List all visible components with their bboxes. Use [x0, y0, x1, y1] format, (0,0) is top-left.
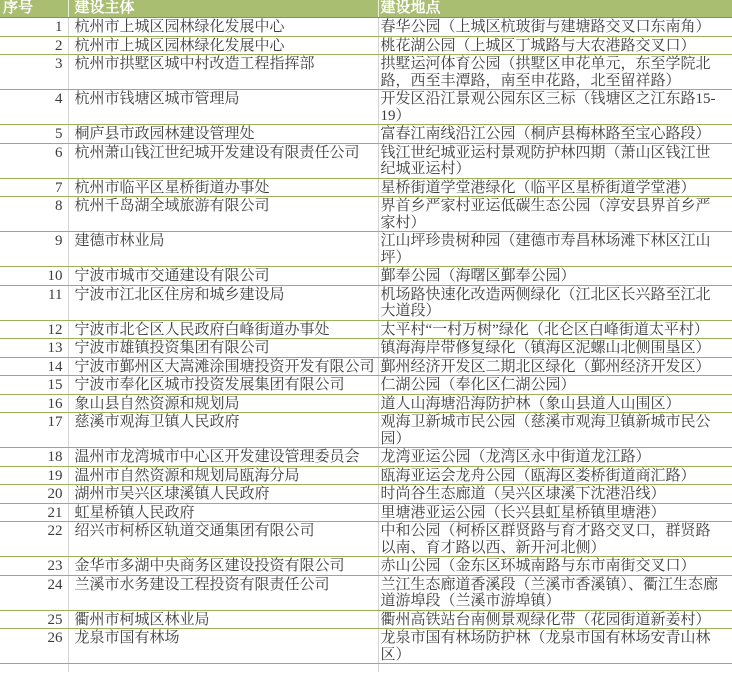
table-row [0, 232, 732, 267]
entity-cell[interactable]: 虹星桥镇人民政府 [68, 503, 378, 522]
row-number-cell[interactable]: 8 [0, 197, 68, 232]
table-row [0, 394, 732, 413]
row-number-cell[interactable]: 5 [0, 125, 68, 144]
entity-cell[interactable]: 杭州市临平区星桥街道办事处 [68, 178, 378, 197]
location-cell[interactable]: 中和公园（柯桥区群贤路与育才路交叉口，群贤路以南、育才路以西、新开河北侧） [378, 522, 732, 557]
entity-cell[interactable]: 杭州市钱塘区城市管理局 [68, 90, 378, 125]
row-number-cell[interactable]: 17 [0, 413, 68, 448]
entity-cell[interactable]: 杭州市上城区园林绿化发展中心 [68, 18, 378, 37]
table-row [0, 36, 732, 55]
table-row [0, 55, 732, 90]
location-cell[interactable]: 里塘港亚运公园（长兴县虹星桥镇里塘港） [378, 503, 732, 522]
row-number-cell[interactable]: 14 [0, 357, 68, 376]
location-cell[interactable]: 拱墅运河体育公园（拱墅区申花单元，东至学院北路，西至丰潭路，南至申花路，北至留祥路） [378, 55, 732, 90]
entity-cell[interactable]: 兰溪市水务建设工程投资有限责任公司 [68, 575, 378, 610]
row-number-cell[interactable]: 24 [0, 575, 68, 610]
entity-cell[interactable]: 杭州市上城区园林绿化发展中心 [68, 36, 378, 55]
entity-cell[interactable]: 宁波市北仑区人民政府白峰街道办事处 [68, 320, 378, 339]
empty-cell [378, 664, 732, 673]
location-cell[interactable]: 开发区沿江景观公园东区三标（钱塘区之江东路15-19） [378, 90, 732, 125]
entity-cell[interactable]: 杭州萧山钱江世纪城开发建设有限责任公司 [68, 143, 378, 178]
entity-cell[interactable]: 杭州千岛湖全域旅游有限公司 [68, 197, 378, 232]
header-row [0, 0, 732, 18]
location-cell[interactable]: 龙泉市国有林场防护林（龙泉市国有林场安青山林区） [378, 629, 732, 664]
entity-cell[interactable]: 绍兴市柯桥区轨道交通集团有限公司 [68, 522, 378, 557]
location-cell[interactable]: 富春江南线沿江公园（桐庐县梅林路至宝心路段） [378, 125, 732, 144]
table-row [0, 557, 732, 576]
location-cell[interactable]: 星桥街道学堂港绿化（临平区星桥街道学堂港） [378, 178, 732, 197]
table-row [0, 522, 732, 557]
location-cell[interactable]: 赤山公园（金东区环城南路与东市南街交叉口） [378, 557, 732, 576]
empty-cell [68, 664, 378, 673]
entity-cell[interactable]: 金华市多湖中央商务区建设投资有限公司 [68, 557, 378, 576]
location-cell[interactable]: 衢州高铁站台南侧景观绿化带（花园街道新姜村） [378, 610, 732, 629]
location-cell[interactable]: 时尚谷生态廊道（吴兴区埭溪下沈港沿线） [378, 485, 732, 504]
row-number-cell[interactable]: 19 [0, 466, 68, 485]
row-number-cell[interactable]: 16 [0, 394, 68, 413]
row-number-cell[interactable]: 13 [0, 339, 68, 358]
location-cell[interactable]: 鄞奉公园（海曙区鄞奉公园） [378, 267, 732, 286]
empty-partial-row [0, 664, 732, 673]
entity-cell[interactable]: 龙泉市国有林场 [68, 629, 378, 664]
header-cell-entity[interactable]: 建设主体 [68, 0, 378, 18]
location-cell[interactable]: 界首乡严家村亚运低碳生态公园（淳安县界首乡严家村） [378, 197, 732, 232]
row-number-cell[interactable]: 21 [0, 503, 68, 522]
table-row [0, 485, 732, 504]
entity-cell[interactable]: 温州市自然资源和规划局瓯海分局 [68, 466, 378, 485]
location-cell[interactable]: 桃花湖公园（上城区丁城路与大农港路交叉口） [378, 36, 732, 55]
table-row [0, 267, 732, 286]
row-number-cell[interactable]: 7 [0, 178, 68, 197]
location-cell[interactable]: 龙湾亚运公园（龙湾区永中街道龙江路） [378, 448, 732, 467]
location-cell[interactable]: 瓯海亚运会龙舟公园（瓯海区娄桥街道商汇路） [378, 466, 732, 485]
entity-cell[interactable]: 衢州市柯城区林业局 [68, 610, 378, 629]
row-number-cell[interactable]: 1 [0, 18, 68, 37]
entity-cell[interactable]: 建德市林业局 [68, 232, 378, 267]
table-row [0, 357, 732, 376]
row-number-cell[interactable]: 22 [0, 522, 68, 557]
table-row [0, 413, 732, 448]
row-number-cell[interactable]: 12 [0, 320, 68, 339]
row-number-cell[interactable]: 23 [0, 557, 68, 576]
table-row [0, 125, 732, 144]
table-row [0, 448, 732, 467]
location-cell[interactable]: 钱江世纪城亚运村景观防护林四期（萧山区钱江世纪城亚运村） [378, 143, 732, 178]
table-row [0, 503, 732, 522]
header-cell-seq[interactable]: 序号 [0, 0, 68, 18]
row-number-cell[interactable]: 4 [0, 90, 68, 125]
row-number-cell[interactable]: 9 [0, 232, 68, 267]
table-row [0, 18, 732, 37]
entity-cell[interactable]: 湖州市吴兴区埭溪镇人民政府 [68, 485, 378, 504]
entity-cell[interactable]: 温州市龙湾城市中心区开发建设管理委员会 [68, 448, 378, 467]
entity-cell[interactable]: 宁波市江北区住房和城乡建设局 [68, 285, 378, 320]
row-number-cell[interactable]: 6 [0, 143, 68, 178]
location-cell[interactable]: 太平村“一村万树”绿化（北仑区白峰街道太平村） [378, 320, 732, 339]
location-cell[interactable]: 兰江生态廊道香溪段（兰溪市香溪镇）、衢江生态廊道游埠段（兰溪市游埠镇） [378, 575, 732, 610]
location-cell[interactable]: 江山坪珍贵树种园（建德市寿昌林场滩下林区江山坪） [378, 232, 732, 267]
row-number-cell[interactable]: 11 [0, 285, 68, 320]
entity-cell[interactable]: 宁波市奉化区城市投资发展集团有限公司 [68, 376, 378, 395]
table-row [0, 197, 732, 232]
entity-cell[interactable]: 慈溪市观海卫镇人民政府 [68, 413, 378, 448]
table-row [0, 339, 732, 358]
entity-cell[interactable]: 象山县自然资源和规划局 [68, 394, 378, 413]
row-number-cell[interactable]: 3 [0, 55, 68, 90]
row-number-cell[interactable]: 2 [0, 36, 68, 55]
row-number-cell[interactable]: 10 [0, 267, 68, 286]
row-number-cell[interactable]: 26 [0, 629, 68, 664]
empty-cell [0, 664, 68, 673]
row-number-cell[interactable]: 18 [0, 448, 68, 467]
table-row [0, 285, 732, 320]
entity-cell[interactable]: 桐庐县市政园林建设管理处 [68, 125, 378, 144]
location-cell[interactable]: 道人山海塘沿海防护林（象山县道人山围区） [378, 394, 732, 413]
location-cell[interactable]: 鄞州经济开发区二期北区绿化（鄞州经济开发区） [378, 357, 732, 376]
table-row [0, 143, 732, 178]
row-number-cell[interactable]: 25 [0, 610, 68, 629]
entity-cell[interactable]: 宁波市城市交通建设有限公司 [68, 267, 378, 286]
table-row [0, 178, 732, 197]
table-row [0, 629, 732, 664]
location-cell[interactable]: 春华公园（上城区杭玻街与建塘路交叉口东南角） [378, 18, 732, 37]
table-row [0, 575, 732, 610]
header-cell-location[interactable]: 建设地点 [378, 0, 732, 18]
table-row [0, 90, 732, 125]
entity-cell[interactable]: 宁波市鄞州区大嵩滩涂围塘投资开发有限公司 [68, 357, 378, 376]
entity-cell[interactable]: 杭州市拱墅区城中村改造工程指挥部 [68, 55, 378, 90]
table-row [0, 376, 732, 395]
location-cell[interactable]: 观海卫新城市民公园（慈溪市观海卫镇新城市民公园） [378, 413, 732, 448]
table-row [0, 320, 732, 339]
row-number-cell[interactable]: 20 [0, 485, 68, 504]
location-cell[interactable]: 镇海海岸带修复绿化（镇海区泥螺山北侧围垦区） [378, 339, 732, 358]
row-number-cell[interactable]: 15 [0, 376, 68, 395]
location-cell[interactable]: 机场路快速化改造两侧绿化（江北区长兴路至江北大道段） [378, 285, 732, 320]
table-row [0, 466, 732, 485]
location-cell[interactable]: 仁湖公园（奉化区仁湖公园） [378, 376, 732, 395]
table-row [0, 610, 732, 629]
entity-cell[interactable]: 宁波市雄镇投资集团有限公司 [68, 339, 378, 358]
